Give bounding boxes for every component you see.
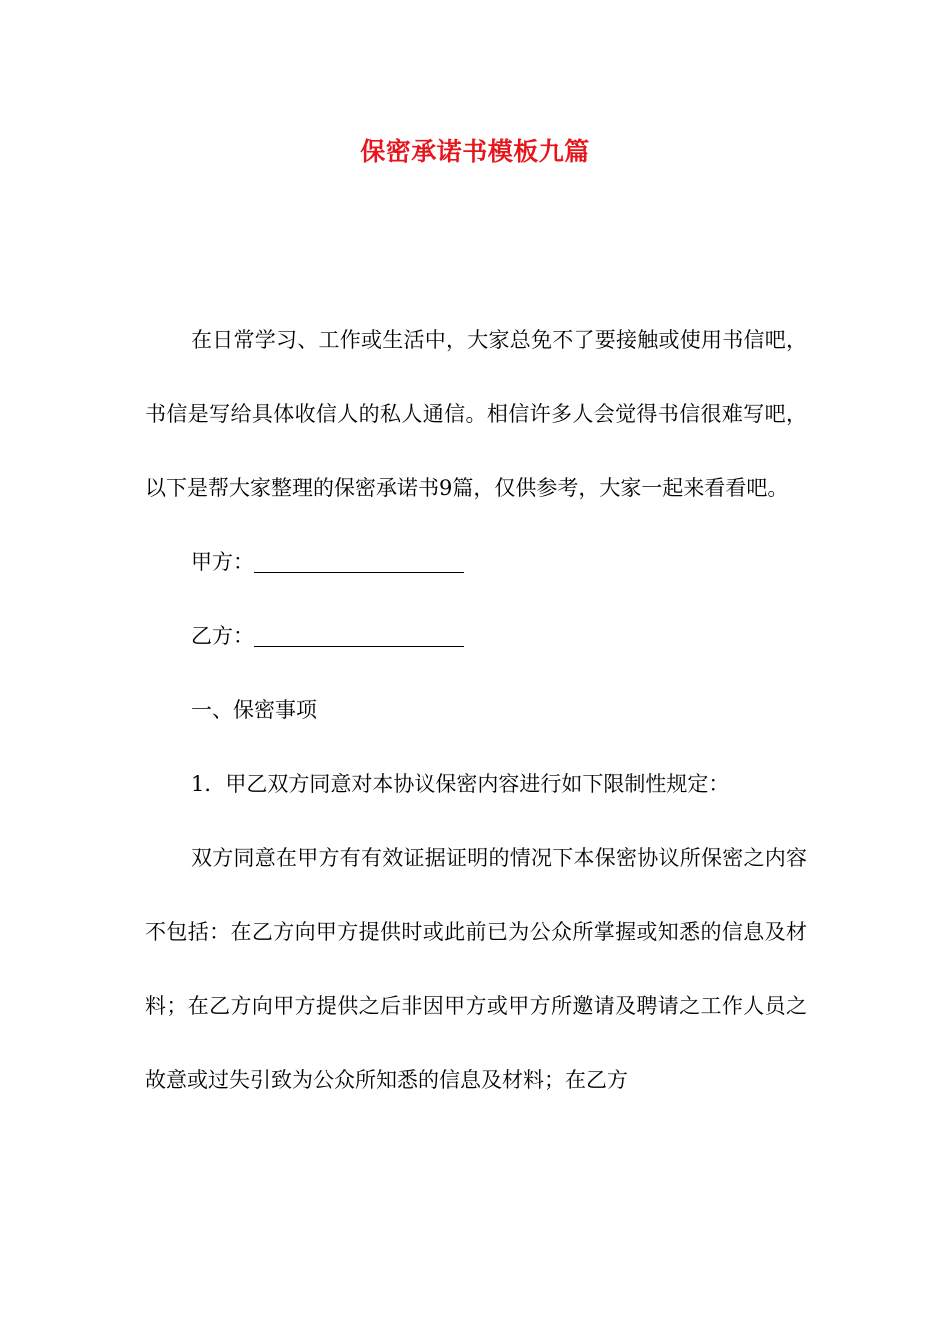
party-a-blank [254, 552, 464, 573]
party-a-label: 甲方： [191, 550, 254, 574]
party-b-blank [254, 626, 464, 647]
party-b-line [145, 599, 807, 673]
party-a-line [145, 525, 807, 599]
intro-paragraph: 在日常学习、工作或生活中，大家总免不了要接触或使用书信吧，书信是写给具体收信人的私人通信。相信许多人会觉得书信很难写吧，以下是帮大家整理的保密承诺书9篇，仅供参考，大家一起来看看吧。 [145, 328, 807, 500]
item-1: 1．甲乙双方同意对本协议保密内容进行如下限制性规定： [191, 772, 730, 796]
document-title: 保密承诺书模板九篇 [360, 137, 590, 166]
party-b-label: 乙方： [191, 624, 254, 648]
document-body [145, 303, 807, 1117]
paragraph-2: 双方同意在甲方有有效证据证明的情况下本保密协议所保密之内容不包括：在乙方向甲方提供时或此前已为公众所掌握或知悉的信息及材料；在乙方向甲方提供之后非因甲方或甲方所邀请及聘请之工作人员之故意或过失引致为公众所知悉的信息及材料；在乙方 [145, 846, 807, 1092]
section-heading: 一、保密事项 [191, 698, 317, 722]
